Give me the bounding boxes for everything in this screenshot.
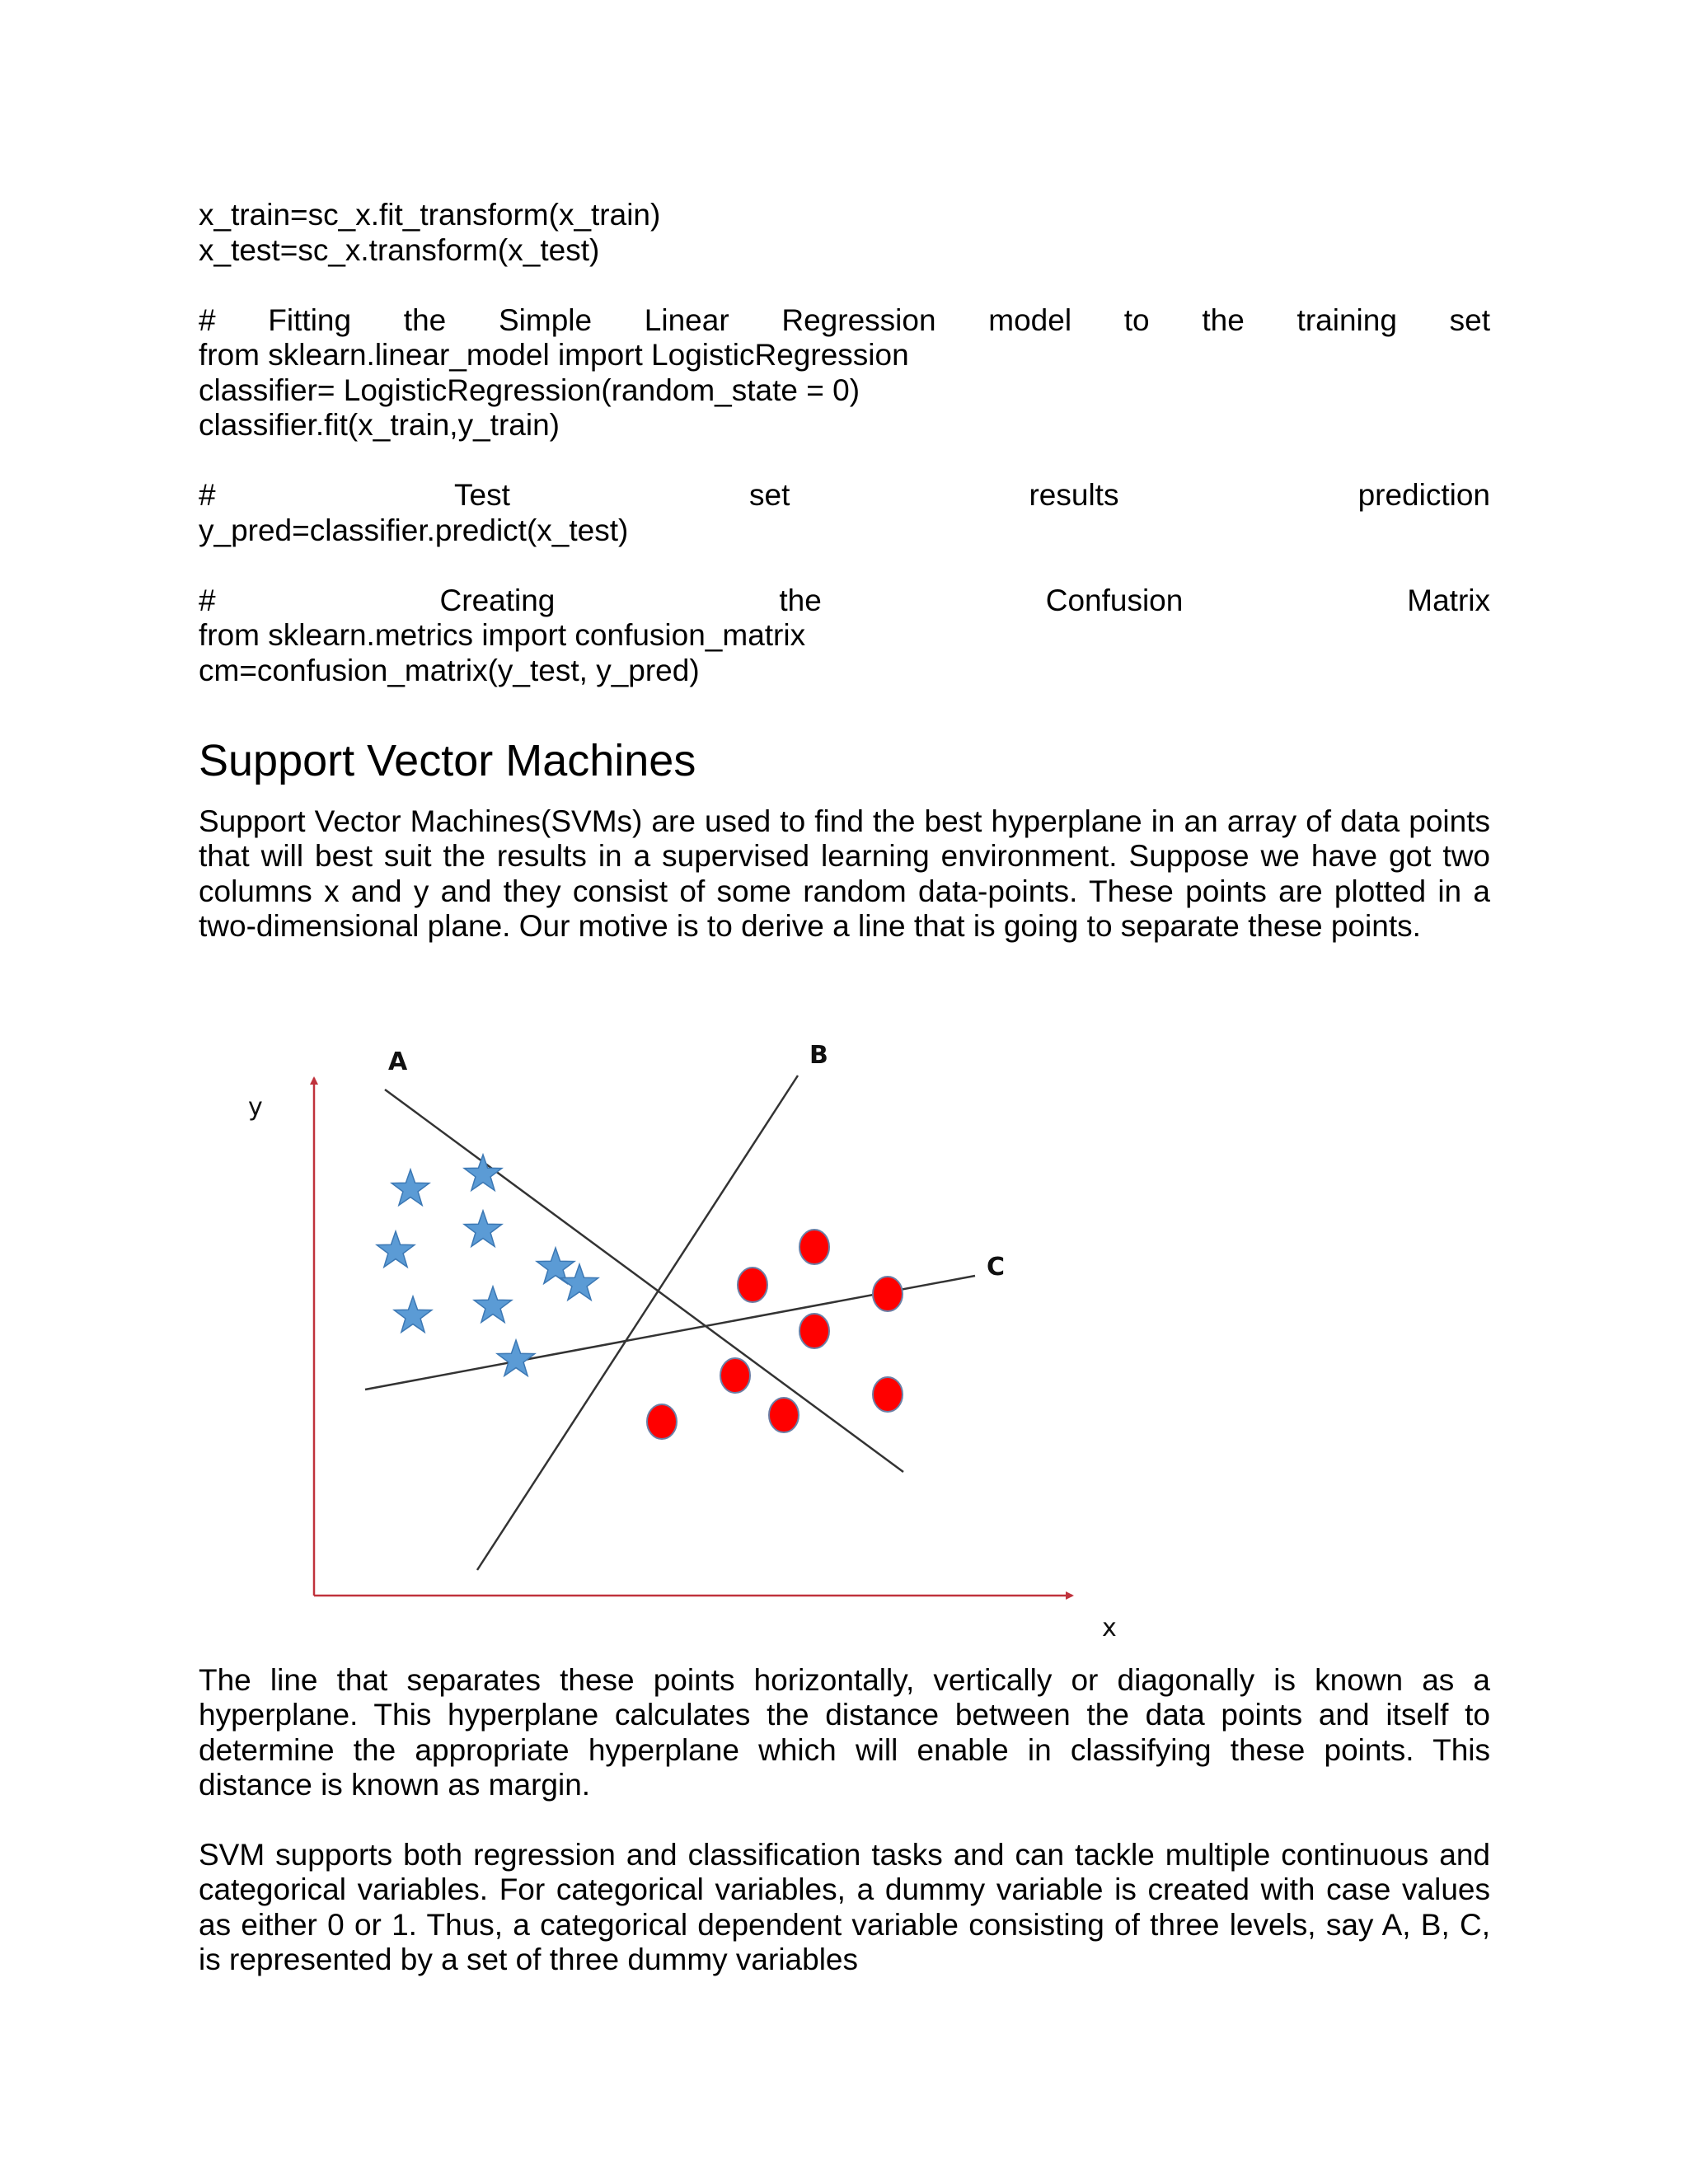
code-line: y_pred=classifier.predict(x_test) xyxy=(199,513,629,547)
circle-point xyxy=(647,1404,677,1439)
circle-point xyxy=(799,1230,829,1264)
code-line: from sklearn.metrics import confusion_matrix xyxy=(199,618,806,652)
circle-point xyxy=(738,1268,767,1302)
circle-point xyxy=(873,1277,903,1311)
line-c-label: C xyxy=(987,1253,1006,1282)
code-line: x_test=sc_x.transform(x_test) xyxy=(199,232,600,267)
circle-point xyxy=(769,1398,799,1432)
code-block xyxy=(199,198,1490,688)
star-point xyxy=(377,1231,415,1267)
y-axis-label: y xyxy=(248,1093,263,1122)
star-point xyxy=(497,1340,535,1376)
code-line: x_train=sc_x.fit_transform(x_train) xyxy=(199,198,661,232)
circle-point xyxy=(873,1377,903,1412)
star-point xyxy=(474,1286,512,1322)
code-line: classifier.fit(x_train,y_train) xyxy=(199,408,560,442)
code-comment: # Test set results prediction xyxy=(199,478,1490,512)
code-line: from sklearn.linear_model import LogisticRegression xyxy=(199,338,909,372)
circle-point xyxy=(720,1358,750,1393)
star-point xyxy=(464,1155,502,1190)
svm-hyperplane-figure xyxy=(199,1014,1237,1657)
svm-support-paragraph: SVM supports both regression and classification tasks and can tackle multiple continuous and categorical variables. For categorical variables, a dummy variable is created with case values as either 0 or 1. Thus, a categorical dependent variable consisting of three levels, say A, B, C, is represented by a set of three dummy variables xyxy=(199,1838,1490,1976)
code-comment: # Fitting the Simple Linear Regression model to the training set xyxy=(199,302,1490,337)
star-point xyxy=(464,1211,502,1246)
line-a-label: A xyxy=(388,1047,408,1076)
code-line: cm=confusion_matrix(y_test, y_pred) xyxy=(199,653,700,687)
line-b-label: B xyxy=(809,1041,828,1070)
x-axis-label: x xyxy=(1102,1614,1117,1643)
star-point xyxy=(394,1296,432,1332)
hyperplane-paragraph: The line that separates these points horizontally, vertically or diagonally is known as a hyperplane. This hyperplane calculates the distance between the data points and itself to determine the appropriate hyperplane which will enable in classifying these points. This distance is known as margin. xyxy=(199,1663,1490,1802)
hyperplane-a xyxy=(385,1090,903,1472)
star-point xyxy=(560,1264,598,1300)
circle-point xyxy=(799,1314,829,1348)
code-line: classifier= LogisticRegression(random_state = 0) xyxy=(199,373,860,407)
section-heading: Support Vector Machines xyxy=(199,736,696,785)
code-comment: # Creating the Confusion Matrix xyxy=(199,583,1490,617)
intro-paragraph: Support Vector Machines(SVMs) are used to find the best hyperplane in an array of data points that will best suit the results in a supervised learning environment. Suppose we have got two columns x and y and they consist of some random data-points. These points are plotted in a two-dimensional plane. Our motive is to derive a line that is going to separate these points. xyxy=(199,804,1490,943)
hyperplane-b xyxy=(477,1076,798,1570)
star-point xyxy=(392,1169,429,1205)
